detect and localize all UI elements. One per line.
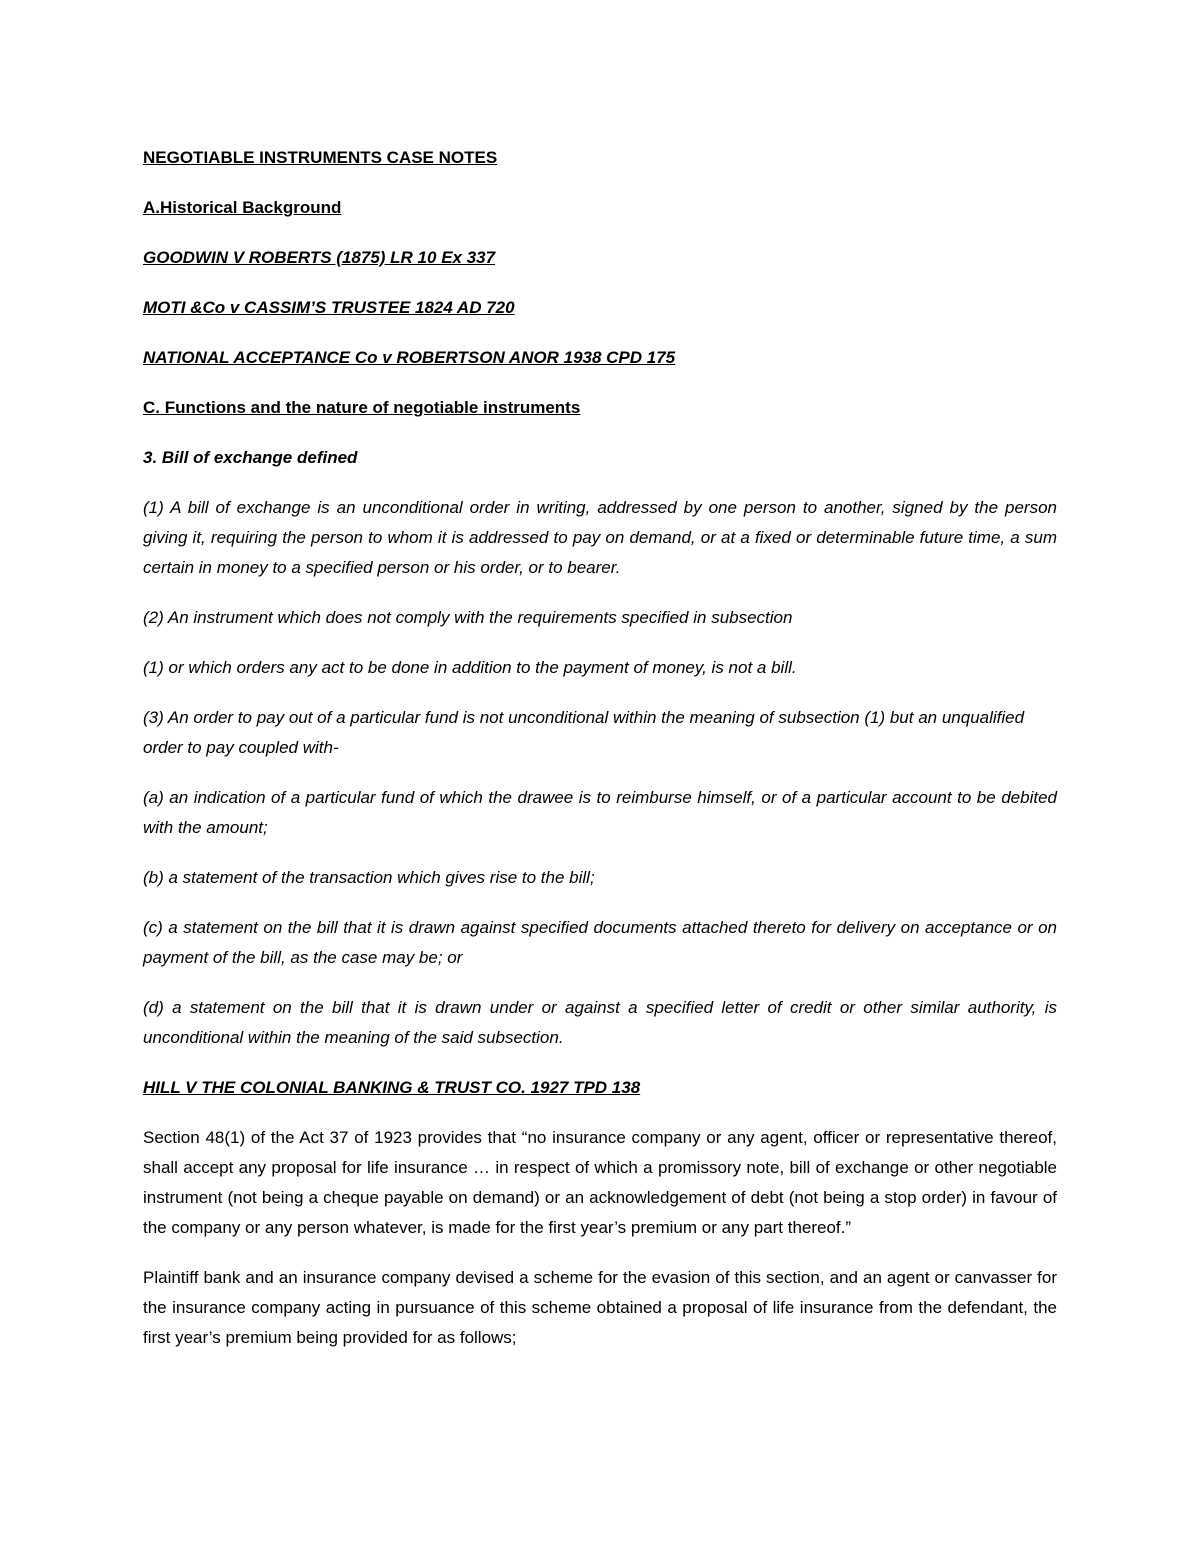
definition-paragraph: (b) a statement of the transaction which gives rise to the bill; <box>143 868 595 887</box>
definition-paragraph: (1) or which orders any act to be done in addition to the payment of money, is not a bill. <box>143 658 797 677</box>
definition-paragraph: (2) An instrument which does not comply with the requirements specified in subsection <box>143 608 793 627</box>
section-heading-functions: C. Functions and the nature of negotiable instruments <box>143 398 581 417</box>
case-citation: NATIONAL ACCEPTANCE Co v ROBERTSON ANOR 1938 CPD 175 <box>143 348 676 367</box>
case-citation: MOTI &Co v CASSIM’S TRUSTEE 1824 AD 720 <box>143 298 515 317</box>
case-citation: GOODWIN V ROBERTS (1875) LR 10 Ex 337 <box>143 248 496 267</box>
subheading-bill-defined: 3. Bill of exchange defined <box>143 448 358 467</box>
case-citation-hill: HILL V THE COLONIAL BANKING & TRUST CO. 1927 TPD 138 <box>143 1078 641 1097</box>
definition-paragraph: (d) a statement on the bill that it is drawn under or against a specified letter of credit or other similar authority, is unconditional within the meaning of the said subsection. <box>143 998 1057 1047</box>
body-paragraph: Section 48(1) of the Act 37 of 1923 provides that “no insurance company or any agent, officer or representative thereof, shall accept any proposal for life insurance … in respect of which a promissory note, bill of exchange or other negotiable instrument (not being a cheque payable on demand) or an acknowledgement of debt (not being a stop order) in favour of the company or any person whatever, is made for the first year’s premium or any part thereof.” <box>143 1128 1057 1237</box>
definition-paragraph: (1) A bill of exchange is an unconditional order in writing, addressed by one person to another, signed by the person giving it, requiring the person to whom it is addressed to pay on demand, or at a fixed or determinable future time, a sum certain in money to a specified person or his order, or to bearer. <box>143 498 1057 577</box>
body-paragraph: Plaintiff bank and an insurance company devised a scheme for the evasion of this section, and an agent or canvasser for the insurance company acting in pursuance of this scheme obtained a proposal of life insurance from the defendant, the first year’s premium being provided for as follows; <box>143 1268 1057 1347</box>
definition-paragraph: (c) a statement on the bill that it is drawn against specified documents attached thereto for delivery on acceptance or on payment of the bill, as the case may be; or <box>143 918 1057 967</box>
document-title: NEGOTIABLE INSTRUMENTS CASE NOTES <box>143 148 498 167</box>
definition-paragraph: (a) an indication of a particular fund of which the drawee is to reimburse himself, or of a particular account to be debited with the amount; <box>143 788 1057 837</box>
document-page <box>143 143 1057 1373</box>
definition-paragraph: (3) An order to pay out of a particular fund is not unconditional within the meaning of subsection (1) but an unqualified order to pay coupled with- <box>143 708 1025 757</box>
section-heading-historical-background: A.Historical Background <box>143 198 342 217</box>
